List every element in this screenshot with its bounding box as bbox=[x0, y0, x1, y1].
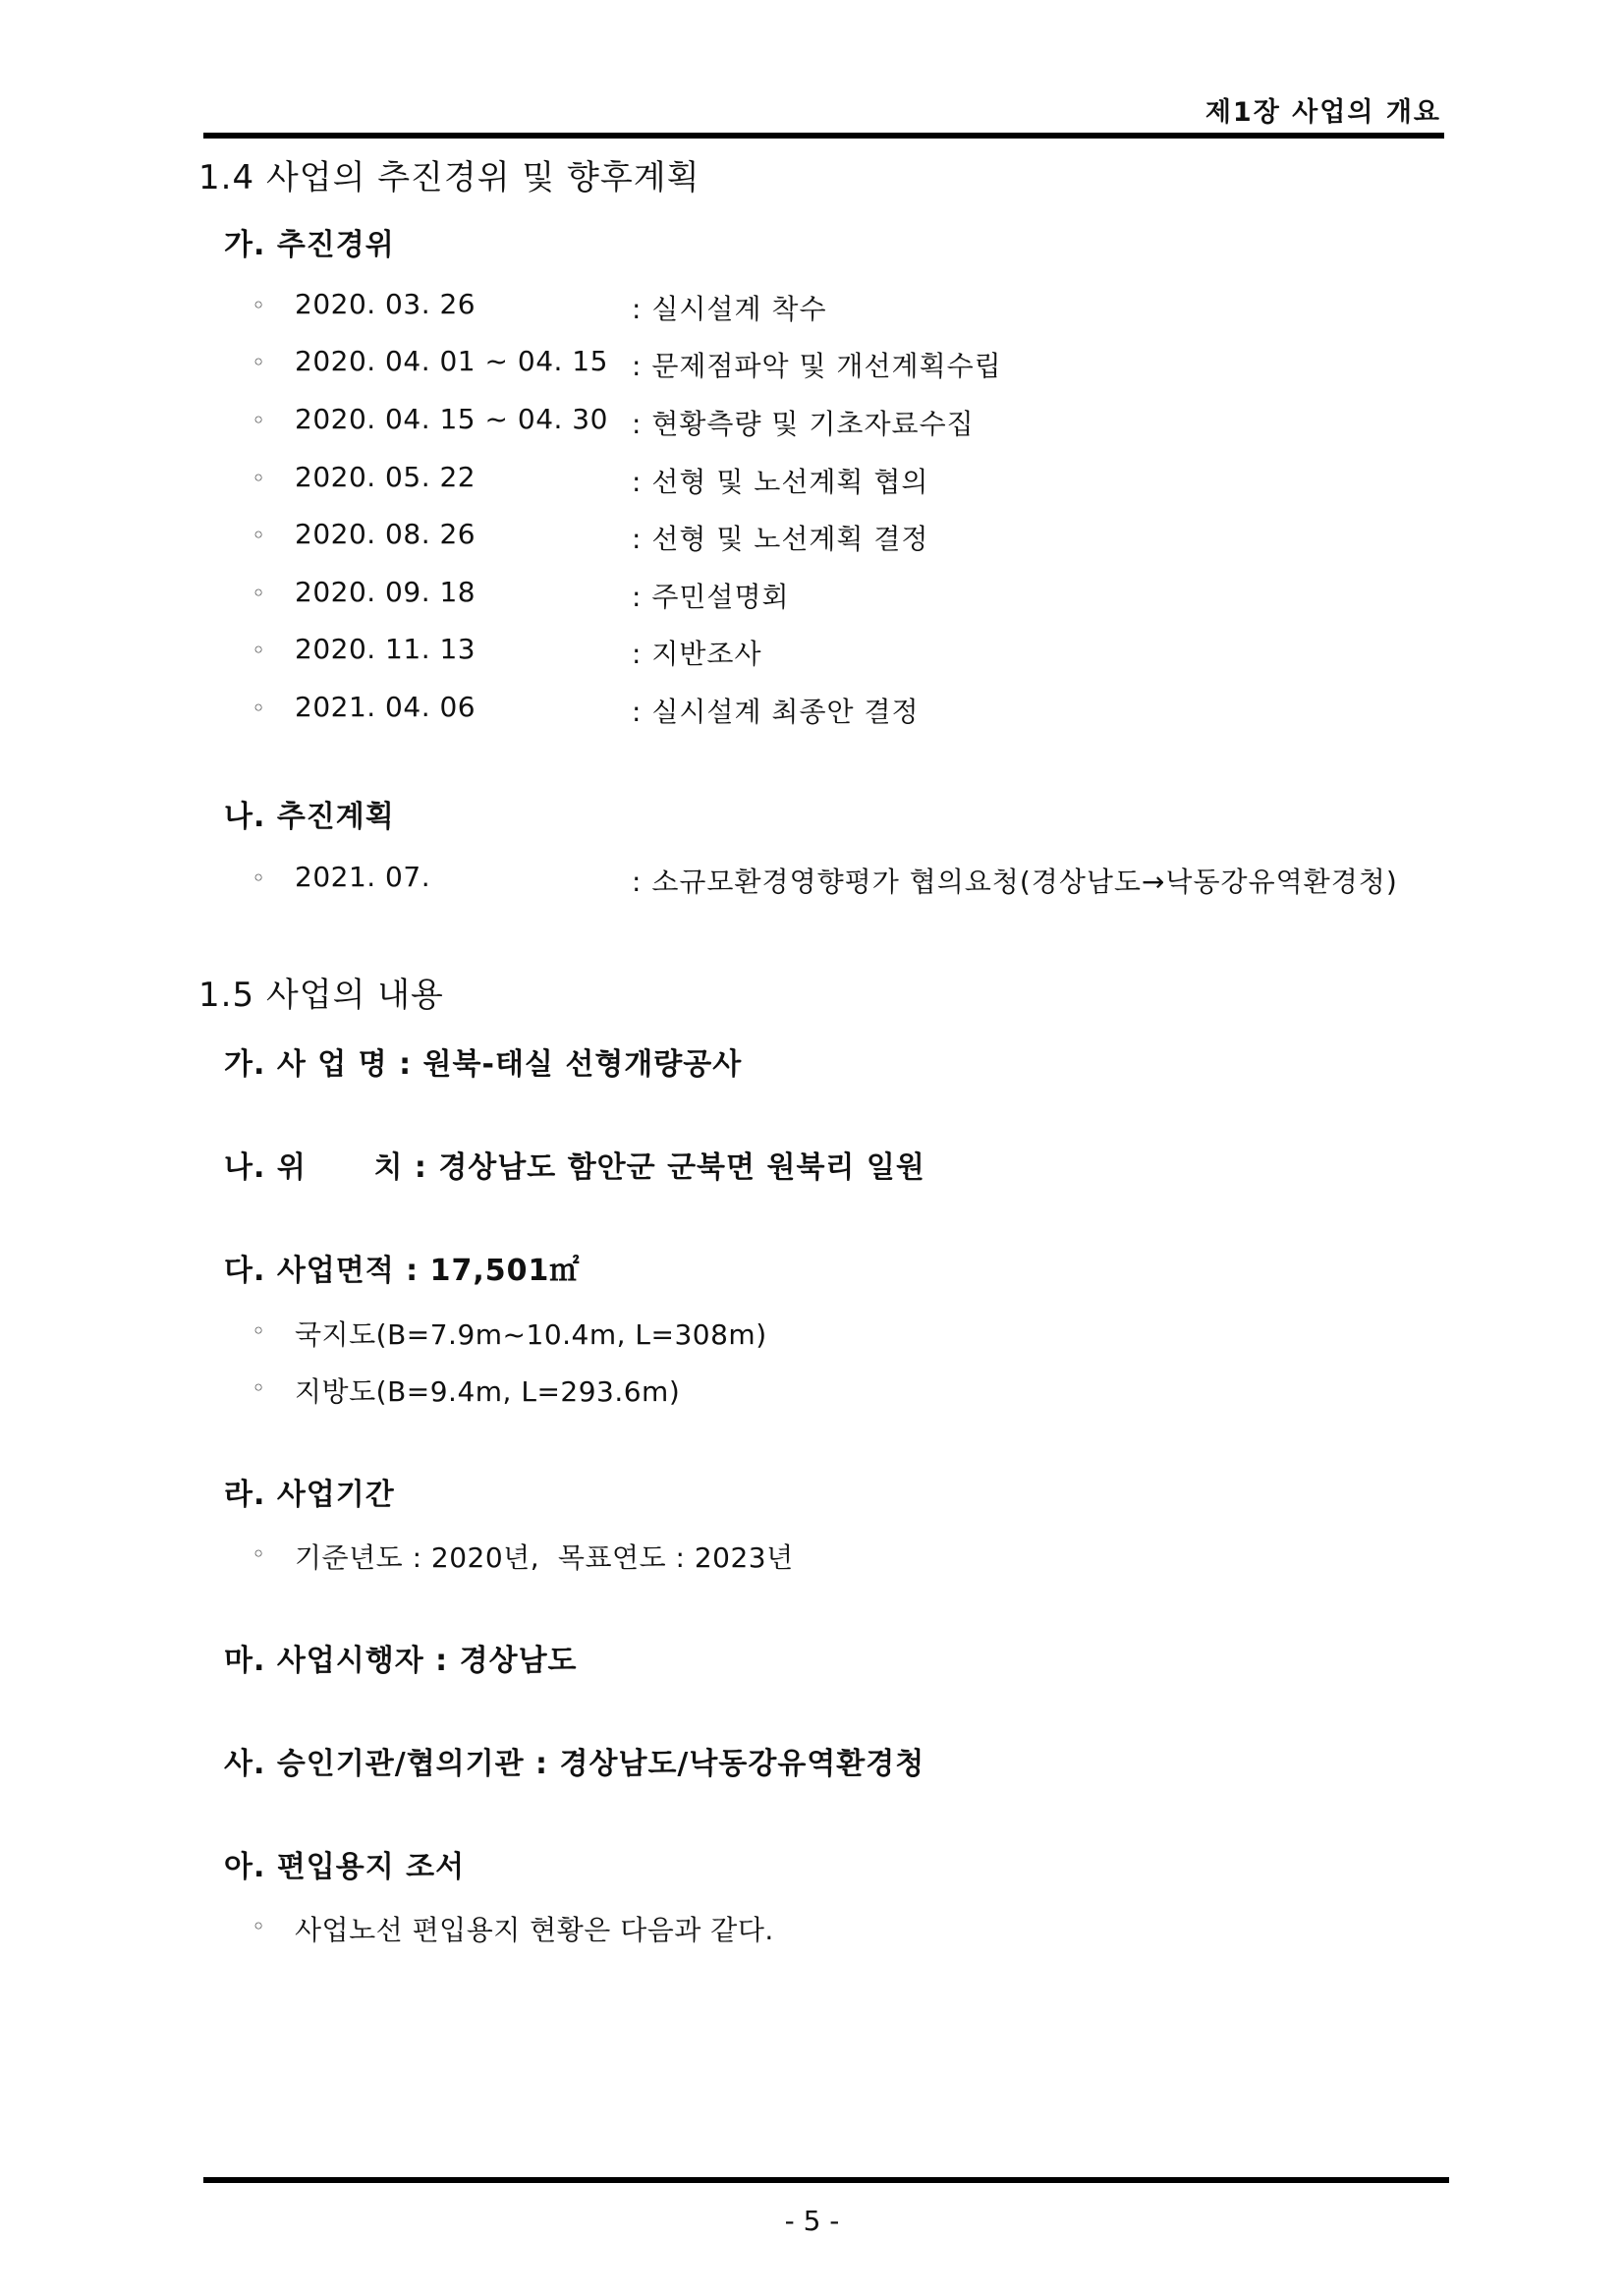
history-date: 2021. 04. 06 bbox=[295, 691, 476, 723]
project-executor: 마. 사업시행자 : 경상남도 bbox=[224, 1644, 578, 1678]
plan-date: 2021. 07. bbox=[295, 861, 431, 893]
page-number: - 5 - bbox=[784, 2205, 840, 2237]
approval-agency: 사. 승인기관/협의기관 : 경상남도/낙동강유역환경청 bbox=[224, 1747, 925, 1781]
section-1-4-title: 1.4 사업의 추진경위 및 향후계획 bbox=[198, 158, 700, 197]
project-area-heading: 다. 사업면적 : 17,501㎡ bbox=[224, 1254, 581, 1288]
chapter-header: 제1장 사업의 개요 bbox=[1204, 97, 1441, 128]
history-desc: : 선형 및 노선계획 결정 bbox=[632, 523, 929, 555]
bullet-icon: ◦ bbox=[252, 580, 266, 607]
section-1-5-title: 1.5 사업의 내용 bbox=[198, 976, 444, 1015]
history-desc: : 선형 및 노선계획 협의 bbox=[632, 466, 929, 498]
history-date: 2020. 04. 01 ~ 04. 15 bbox=[295, 345, 608, 377]
area-item: 국지도(B=7.9m~10.4m, L=308m) bbox=[295, 1318, 767, 1351]
history-desc: : 현황측량 및 기초자료수집 bbox=[632, 408, 975, 440]
bullet-icon: ◦ bbox=[252, 292, 266, 319]
plan-heading: 나. 추진계획 bbox=[224, 800, 395, 834]
history-desc: : 주민설명회 bbox=[632, 581, 790, 613]
history-heading: 가. 추진경위 bbox=[224, 228, 395, 262]
project-location: 나. 위 치 : 경상남도 함안군 군북면 원북리 일원 bbox=[224, 1150, 925, 1185]
bullet-icon: ◦ bbox=[252, 407, 266, 434]
bullet-icon: ◦ bbox=[252, 465, 266, 492]
bullet-icon: ◦ bbox=[252, 637, 266, 664]
bullet-icon: ◦ bbox=[252, 349, 266, 376]
history-date: 2020. 08. 26 bbox=[295, 518, 476, 550]
bullet-icon: ◦ bbox=[252, 695, 266, 722]
bullet-icon: ◦ bbox=[252, 522, 266, 549]
plan-desc: : 소규모환경영향평가 협의요청(경상남도→낙동강유역환경청) bbox=[632, 866, 1398, 898]
footer-rule bbox=[203, 2177, 1449, 2183]
history-date: 2020. 05. 22 bbox=[295, 461, 476, 493]
bullet-icon: ◦ bbox=[252, 1913, 266, 1940]
history-date: 2020. 04. 15 ~ 04. 30 bbox=[295, 403, 608, 435]
project-name: 가. 사 업 명 : 원북-태실 선형개량공사 bbox=[224, 1047, 743, 1082]
history-date: 2020. 03. 26 bbox=[295, 288, 476, 320]
period-item: 기준년도 : 2020년, 목표연도 : 2023년 bbox=[295, 1541, 794, 1574]
history-date: 2020. 11. 13 bbox=[295, 633, 476, 665]
history-desc: : 문제점파악 및 개선계획수립 bbox=[632, 350, 1002, 382]
bullet-icon: ◦ bbox=[252, 1374, 266, 1402]
history-desc: : 지반조사 bbox=[632, 638, 762, 670]
history-desc: : 실시설계 착수 bbox=[632, 293, 827, 325]
history-date: 2020. 09. 18 bbox=[295, 576, 476, 608]
header-rule bbox=[203, 133, 1444, 139]
bullet-icon: ◦ bbox=[252, 865, 266, 892]
land-item: 사업노선 편입용지 현황은 다음과 같다. bbox=[295, 1914, 774, 1946]
land-heading: 아. 편입용지 조서 bbox=[224, 1850, 466, 1884]
bullet-icon: ◦ bbox=[252, 1317, 266, 1345]
project-period-heading: 라. 사업기간 bbox=[224, 1478, 395, 1512]
bullet-icon: ◦ bbox=[252, 1540, 266, 1568]
history-desc: : 실시설계 최종안 결정 bbox=[632, 696, 920, 728]
area-item: 지방도(B=9.4m, L=293.6m) bbox=[295, 1375, 681, 1408]
